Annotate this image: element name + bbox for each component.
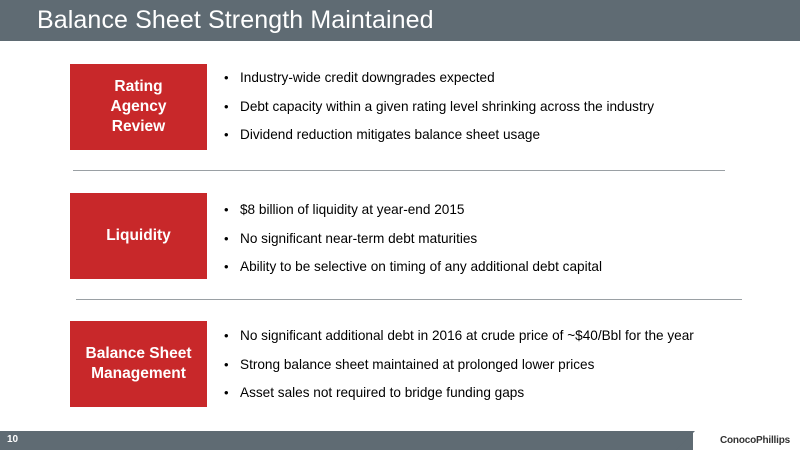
slide-title: Balance Sheet Strength Maintained	[37, 6, 434, 34]
page-number: 10	[7, 434, 19, 445]
bullet-item: • Debt capacity within a given rating level shrinking across the industry	[224, 98, 654, 127]
bullet-item: • $8 billion of liquidity at year-end 2015	[224, 201, 602, 230]
logo-text: ConocoPhillips	[720, 435, 790, 446]
liquidity-label-box	[70, 193, 207, 279]
bullet-item: • Ability to be selective on timing of any additional debt capital	[224, 258, 602, 287]
bullet-item: • No significant near-term debt maturities	[224, 230, 602, 259]
footer-bar	[0, 431, 693, 450]
bullet-item: • Asset sales not required to bridge funding gaps	[224, 384, 694, 413]
rating-agency-review-label-box	[70, 64, 207, 150]
section-label: Rating Agency Review	[110, 78, 167, 135]
balance-sheet-management-label-box	[70, 321, 207, 407]
bullet-item: • Industry-wide credit downgrades expected	[224, 69, 654, 98]
section-label: Balance Sheet Management	[85, 345, 192, 382]
bullet-item: • Strong balance sheet maintained at prolonged lower prices	[224, 356, 694, 385]
section-divider	[76, 299, 742, 300]
liquidity-bullets	[224, 201, 602, 287]
footer-bar-corner	[676, 431, 695, 450]
section-label: Liquidity	[106, 227, 171, 244]
rating-agency-review-bullets	[224, 69, 654, 155]
balance-sheet-management-bullets	[224, 327, 694, 413]
conocophillips-logo	[720, 434, 790, 448]
bullet-item: • No significant additional debt in 2016 at crude price of ~$40/Bbl for the year	[224, 327, 694, 356]
section-divider	[73, 170, 725, 171]
bullet-item: • Dividend reduction mitigates balance sheet usage	[224, 126, 654, 155]
